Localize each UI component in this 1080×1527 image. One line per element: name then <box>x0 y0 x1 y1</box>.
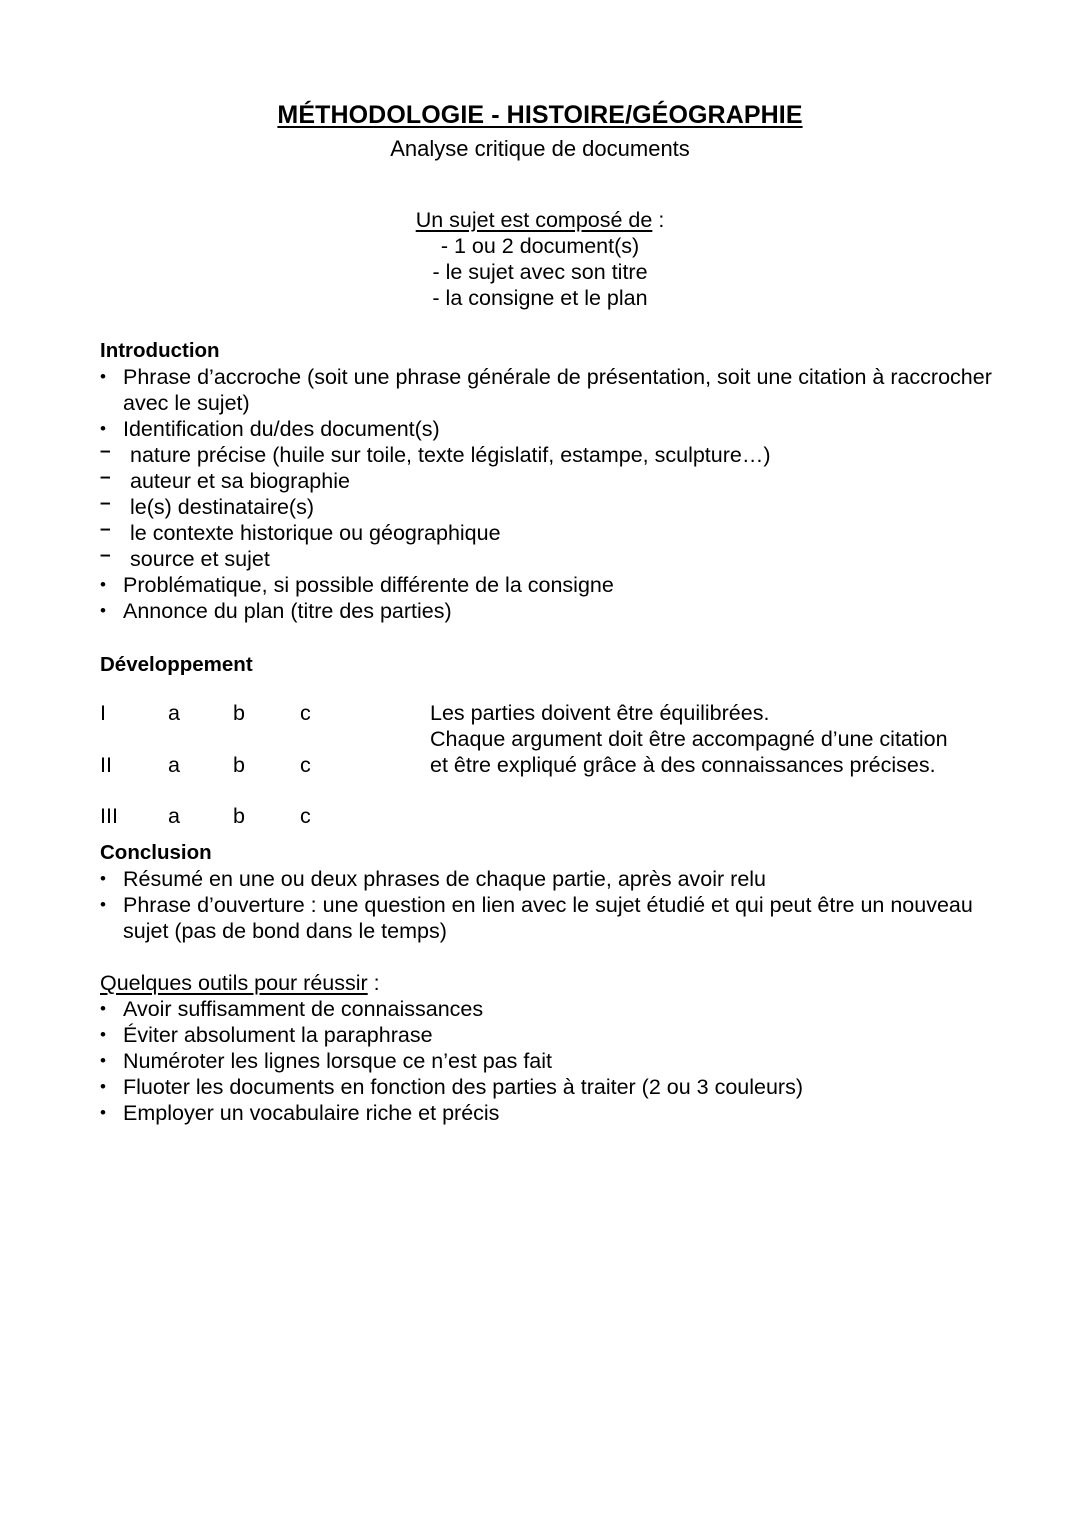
plan-row-numeral: I <box>100 701 106 725</box>
plan-subpart-a: a <box>168 753 180 777</box>
list-item <box>100 598 1000 624</box>
section-heading-developpement: Développement <box>100 653 253 676</box>
tools-heading-colon: : <box>367 971 380 995</box>
plan-row-numeral: III <box>100 804 118 828</box>
plan-notes <box>430 700 1000 778</box>
list-item-label: Fluoter les documents en fonction des parties à traiter (2 ou 3 couleurs) <box>123 1075 803 1099</box>
tools-heading-text: Quelques outils pour réussir <box>100 971 368 995</box>
plan-subpart-c: c <box>300 804 311 828</box>
plan-subpart-b: b <box>233 701 245 725</box>
list-item <box>100 996 1000 1022</box>
list-item <box>100 1022 1000 1048</box>
list-item-label: source et sujet <box>130 547 270 571</box>
bullet-icon: • <box>100 601 106 620</box>
list-item <box>100 546 1000 572</box>
subject-composition-line: - 1 ou 2 document(s) <box>440 234 640 258</box>
list-item <box>100 1048 1000 1074</box>
list-item-label: Identification du/des document(s) <box>123 417 440 441</box>
subject-composition-heading-text: Un sujet est composé de <box>415 208 653 232</box>
bullet-icon: • <box>100 419 106 438</box>
subject-composition-line: - le sujet avec son titre <box>432 260 648 284</box>
plan-subpart-a: a <box>168 804 180 828</box>
bullet-icon: • <box>100 895 106 914</box>
page-title-text: MÉTHODOLOGIE - HISTOIRE/GÉOGRAPHIE <box>277 101 803 129</box>
list-item <box>100 1100 1000 1126</box>
bullet-icon: • <box>100 1103 106 1122</box>
document-header <box>0 100 1080 162</box>
bullet-icon: • <box>100 575 106 594</box>
dash-icon: – <box>100 545 111 566</box>
list-item-label: Résumé en une ou deux phrases de chaque partie, après avoir relu <box>123 867 767 891</box>
dash-icon: – <box>100 467 111 488</box>
introduction-list <box>100 364 1000 624</box>
plan-subpart-b: b <box>233 753 245 777</box>
subject-composition-line: - la consigne et le plan <box>432 286 648 310</box>
list-item <box>100 572 1000 598</box>
subject-composition-block <box>0 207 1080 311</box>
list-item-label: auteur et sa biographie <box>130 469 350 493</box>
plan-note-line: Chaque argument doit être accompagné d’une citation <box>430 727 948 751</box>
subject-composition-heading <box>0 207 1080 233</box>
section-heading-introduction: Introduction <box>100 339 220 362</box>
list-item <box>100 494 1000 520</box>
list-item-label: Problématique, si possible différente de la consigne <box>123 573 614 597</box>
list-item <box>100 468 1000 494</box>
plan-subpart-c: c <box>300 753 311 777</box>
bullet-icon: • <box>100 869 106 888</box>
plan-subpart-c: c <box>300 701 311 725</box>
list-item <box>100 442 1000 468</box>
section-heading-conclusion: Conclusion <box>100 841 212 864</box>
plan-row-numeral: II <box>100 753 112 777</box>
list-item <box>100 866 1000 892</box>
plan-note-line: et être expliqué grâce à des connaissances précises. <box>430 753 936 777</box>
list-item-label: Avoir suffisamment de connaissances <box>123 997 484 1021</box>
bullet-icon: • <box>100 367 106 386</box>
plan-row <box>100 700 430 726</box>
plan-note-line: Les parties doivent être équilibrées. <box>430 701 770 725</box>
plan-row <box>100 803 430 829</box>
bullet-icon: • <box>100 1025 106 1044</box>
dash-icon: – <box>100 493 111 514</box>
subject-composition-heading-colon: : <box>652 208 665 232</box>
list-item-label: Employer un vocabulaire riche et précis <box>123 1101 500 1125</box>
list-item-label: le(s) destinataire(s) <box>130 495 314 519</box>
list-item <box>100 1074 1000 1100</box>
list-item-label: Phrase d’accroche (soit une phrase générale de présentation, soit une citation à raccrocher avec le sujet) <box>123 365 992 415</box>
bullet-icon: • <box>100 1077 106 1096</box>
bullet-icon: • <box>100 999 106 1018</box>
list-item <box>100 892 1000 944</box>
tools-heading <box>100 970 1000 996</box>
dash-icon: – <box>100 441 111 462</box>
conclusion-list <box>100 866 1000 944</box>
list-item-label: Phrase d’ouverture : une question en lien avec le sujet étudié et qui peut être un nouveau sujet (pas de bond dans le temps) <box>123 893 973 943</box>
list-item-label: le contexte historique ou géographique <box>130 521 501 545</box>
bullet-icon: • <box>100 1051 106 1070</box>
page-subtitle: Analyse critique de documents <box>390 136 690 161</box>
plan-subpart-b: b <box>233 804 245 828</box>
document-body <box>100 338 1000 1126</box>
tools-list <box>100 996 1000 1126</box>
list-item <box>100 364 1000 416</box>
list-item-label: nature précise (huile sur toile, texte législatif, estampe, sculpture…) <box>130 443 771 467</box>
dash-icon: – <box>100 519 111 540</box>
list-item <box>100 416 1000 442</box>
page-title <box>0 100 1080 130</box>
plan-row <box>100 752 430 778</box>
list-item <box>100 520 1000 546</box>
list-item-label: Numéroter les lignes lorsque ce n’est pas fait <box>123 1049 553 1073</box>
plan-subpart-a: a <box>168 701 180 725</box>
list-item-label: Éviter absolument la paraphrase <box>123 1023 433 1047</box>
list-item-label: Annonce du plan (titre des parties) <box>123 599 452 623</box>
plan-grid <box>100 700 1000 840</box>
